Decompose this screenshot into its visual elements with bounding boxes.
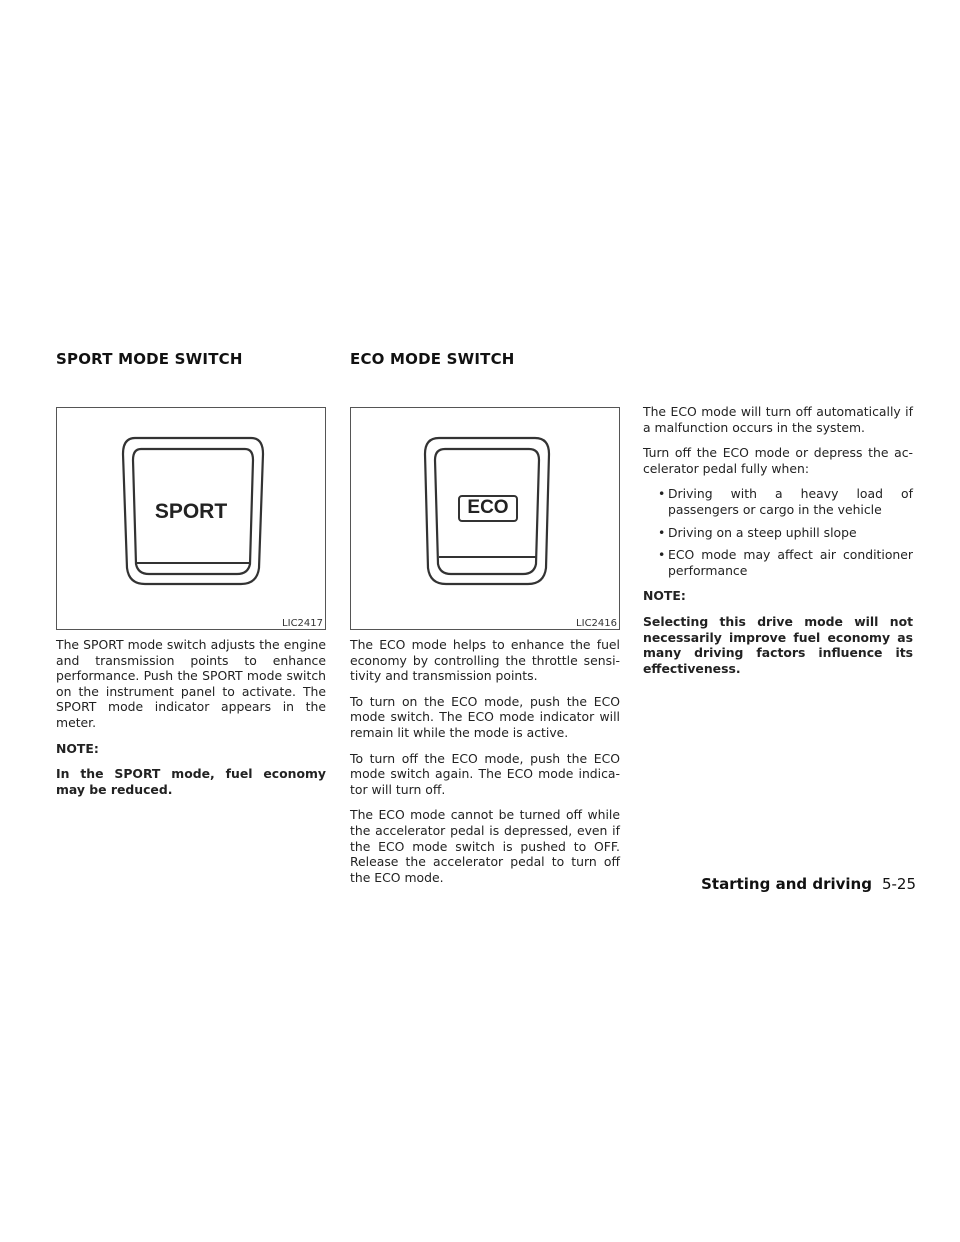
sport-switch-figure (56, 407, 326, 630)
list-item-text: Driving on a steep uphill slope (668, 524, 857, 540)
sport-note-text: In the SPORT mode, fuel economy may be reduced. (56, 766, 326, 797)
list-item (643, 486, 913, 517)
eco-figure-code: LIC2416 (576, 618, 617, 629)
eco-mode-heading: ECO MODE SWITCH (350, 350, 515, 368)
sport-figure-code: LIC2417 (282, 618, 323, 629)
eco-text-column (350, 637, 620, 895)
footer-section-title: Starting and driving (701, 875, 872, 893)
list-item-text: ECO mode may affect air conditioner performance (668, 547, 913, 578)
list-item (643, 547, 913, 578)
eco-conditions-list (643, 486, 913, 578)
sport-text-column (56, 637, 326, 807)
list-item (643, 525, 913, 541)
eco-note-text: Selecting this drive mode will not necessarily improve fuel economy as many driving factors influence its effectiveness. (643, 613, 913, 676)
page-number: 5-25 (881, 875, 916, 893)
bullet-glyph: • (658, 524, 666, 540)
eco-switch-figure (350, 407, 620, 630)
eco-paragraph: The ECO mode will turn off automatically if a malfunction occurs in the system. (643, 404, 913, 435)
eco-paragraph: Turn off the ECO mode or depress the accelerator pedal fully when: (643, 445, 913, 476)
eco-paragraph: The ECO mode helps to enhance the fuel economy by controlling the throttle sensitivity and transmission points. (350, 637, 620, 684)
sport-mode-heading: SPORT MODE SWITCH (56, 350, 243, 368)
eco-paragraph: To turn on the ECO mode, push the ECO mode switch. The ECO mode indicator will remain lit while the mode is active. (350, 693, 620, 740)
page-footer (701, 875, 916, 893)
eco-continued-column (643, 404, 913, 686)
eco-paragraph: To turn off the ECO mode, push the ECO mode switch again. The ECO mode indicator will turn off. (350, 750, 620, 797)
bullet-glyph: • (658, 547, 666, 563)
sport-switch-label: SPORT (154, 500, 228, 523)
sport-paragraph: The SPORT mode switch adjusts the engine and transmission points to enhance performance. Push the SPORT mode switch on the instrument panel to activate. The SPORT mode indicator appears in the meter. (56, 637, 326, 730)
eco-note-label: NOTE: (643, 588, 686, 604)
bullet-glyph: • (658, 486, 666, 502)
eco-paragraph: The ECO mode cannot be turned off while the accelerator pedal is depressed, even if the ECO mode switch is pushed to OFF. Release the accelerator pedal to turn off the ECO mode. (350, 807, 620, 885)
eco-switch-label: ECO (467, 497, 509, 518)
sport-note-label: NOTE: (56, 740, 99, 756)
list-item-text: Driving with a heavy load of passengers or cargo in the vehicle (668, 486, 913, 517)
